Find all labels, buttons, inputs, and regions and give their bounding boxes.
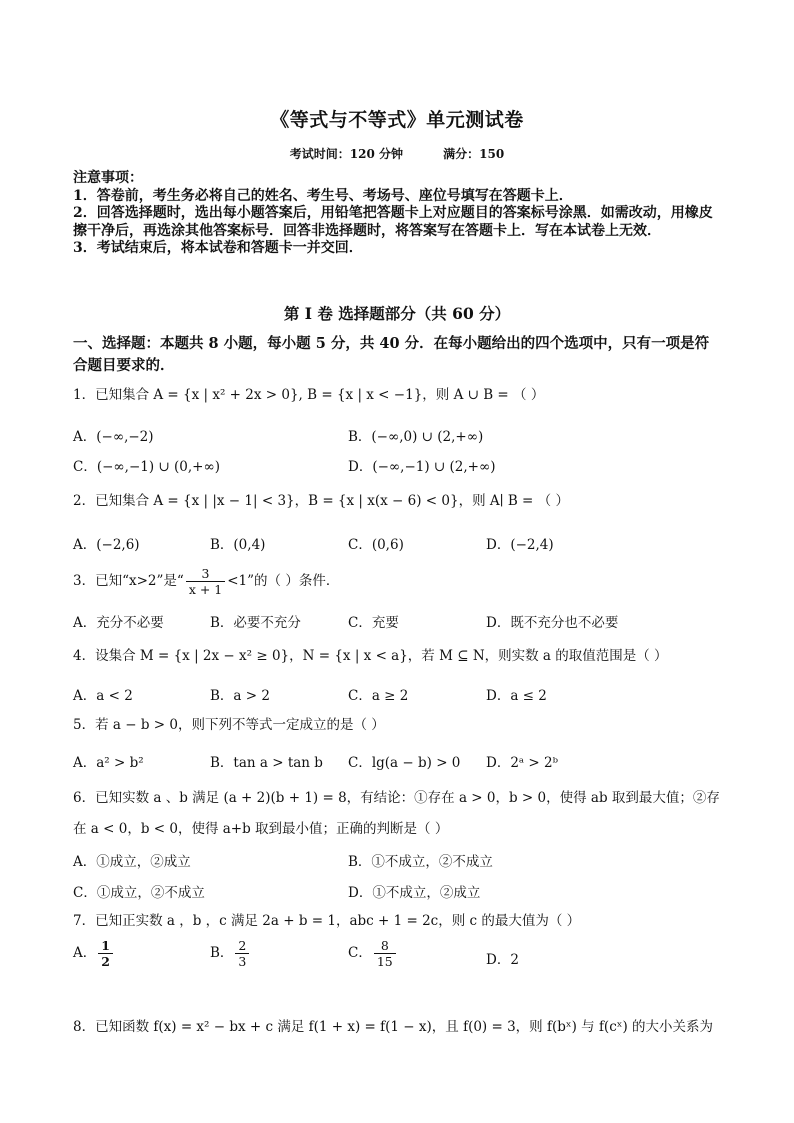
fraction-denominator: 15 — [376, 954, 393, 969]
notice-heading: 注意事项： — [73, 170, 143, 186]
option-d: D．(−∞,−1) ∪ (2,+∞) — [348, 459, 496, 475]
section-heading: 一、选择题：本题共 8 小题，每小题 5 分，共 40 分．在每小题给出的四个选项中，只有一项是符合题目要求的． — [73, 335, 710, 374]
option-d: D．(−2,4) — [486, 537, 554, 553]
option-label: D． — [486, 952, 511, 968]
page-title: 《等式与不等式》单元测试卷 — [270, 109, 524, 131]
option-b — [210, 938, 251, 969]
option-c: C．(−∞,−1) ∪ (0,+∞) — [73, 459, 220, 475]
option-c — [348, 938, 398, 969]
option-c: C．a ≥ 2 — [348, 688, 409, 704]
question-stem: 6．已知实数 a 、b 满足 (a + 2)(b + 1) = 8，有结论：①存在 a > 0，b > 0，使得 ab 取到最大值；②存在 a < 0，b < 0，使得 a+b 取到最小值；正确的判断是（ ） — [73, 790, 720, 837]
fraction-numerator: 2 — [235, 938, 249, 954]
option-label: B． — [210, 945, 234, 961]
option-b: B．a > 2 — [210, 688, 270, 704]
option-a: A．a < 2 — [73, 688, 133, 704]
question-stem: 7．已知正实数 a ，b ，c 满足 2a + b = 1，abc + 1 = 2c，则 c 的最大值为（ ） — [73, 913, 581, 929]
question-stem: 2．已知集合 A = {x | |x − 1| < 3}，B = {x | x(x − 6) < 0}，则 A∣ B = （ ） — [73, 493, 569, 509]
exam-info — [0, 145, 794, 162]
stem-text: 3．已知“x>2”是“ — [73, 573, 184, 589]
notice-item: 2．回答选择题时，选出每小题答案后，用铅笔把答题卡上对应题目的答案标号涂黑．如需改动，用橡皮擦干净后，再选涂其他答案标号．回答非选择题时，将答案写在答题卡上．写在本试卷上无效． — [73, 205, 713, 239]
option-b: B．(0,4) — [210, 537, 266, 553]
option-b: B．①不成立，②不成立 — [348, 854, 493, 870]
question-stem — [73, 566, 723, 597]
notice-item: 3．考试结束后，将本试卷和答题卡一并交回． — [73, 240, 363, 256]
option-b: B．(−∞,0) ∪ (2,+∞) — [348, 429, 484, 445]
option-d: D．既不充分也不必要 — [486, 615, 619, 631]
fraction-denominator: 2 — [101, 954, 110, 969]
part-title: 第 I 卷 选择题部分（共 60 分） — [283, 304, 511, 323]
option-label: C． — [348, 945, 372, 961]
question-stem: 5．若 a − b > 0，则下列不等式一定成立的是（ ） — [73, 717, 385, 733]
fraction — [98, 938, 113, 969]
question-stem: 4．设集合 M = {x | 2x − x² ≥ 0}，N = {x | x < a}，若 M ⊆ N，则实数 a 的取值范围是（ ） — [73, 648, 668, 664]
notice-item: 1．答卷前，考生务必将自己的姓名、考生号、考场号、座位号填写在答题卡上． — [73, 187, 573, 204]
option-c: C．①成立，②不成立 — [73, 885, 205, 901]
option-c: C．lg(a − b) > 0 — [348, 755, 461, 771]
option-b: B．必要不充分 — [210, 615, 301, 631]
option-c: C．(0,6) — [348, 537, 404, 553]
question-stem: 8．已知函数 f(x) = x² − bx + c 满足 f(1 + x) = f(1 − x)，且 f(0) = 3，则 f(bˣ) 与 f(cˣ) 的大小关系为 — [73, 1019, 714, 1035]
fraction — [235, 938, 249, 969]
option-a: A．充分不必要 — [73, 615, 164, 631]
fraction — [374, 938, 396, 969]
option-a: A．(−2,6) — [73, 537, 140, 553]
option-a: A．①成立，②成立 — [73, 854, 191, 870]
full-score: 满分：150 — [443, 147, 505, 161]
fraction-denominator: 3 — [238, 954, 247, 969]
option-c: C．充要 — [348, 615, 399, 631]
option-d: D．2ᵃ > 2ᵇ — [486, 755, 559, 771]
option-d — [486, 948, 519, 968]
option-d: D．①不成立，②成立 — [348, 885, 481, 901]
question-stem: 1．已知集合 A = {x | x² + 2x > 0}, B = {x | x < −1}，则 A ∪ B = （ ） — [73, 387, 545, 403]
exam-time: 考试时间：120 分钟 — [289, 147, 403, 161]
option-text: 2 — [510, 952, 519, 968]
fraction-denominator: x + 1 — [188, 582, 223, 597]
option-label: A． — [73, 945, 97, 961]
option-a — [73, 938, 115, 969]
fraction-numerator: 3 — [186, 566, 225, 582]
option-d: D．a ≤ 2 — [486, 688, 547, 704]
option-a: A．a² > b² — [73, 755, 144, 771]
stem-text: <1”的（ ）条件． — [227, 573, 340, 589]
option-a: A．(−∞,−2) — [73, 429, 154, 445]
fraction — [186, 566, 225, 597]
notice-section — [73, 170, 723, 258]
fraction-numerator: 1 — [98, 938, 113, 954]
option-b: B．tan a > tan b — [210, 755, 323, 771]
fraction-numerator: 8 — [374, 938, 396, 954]
